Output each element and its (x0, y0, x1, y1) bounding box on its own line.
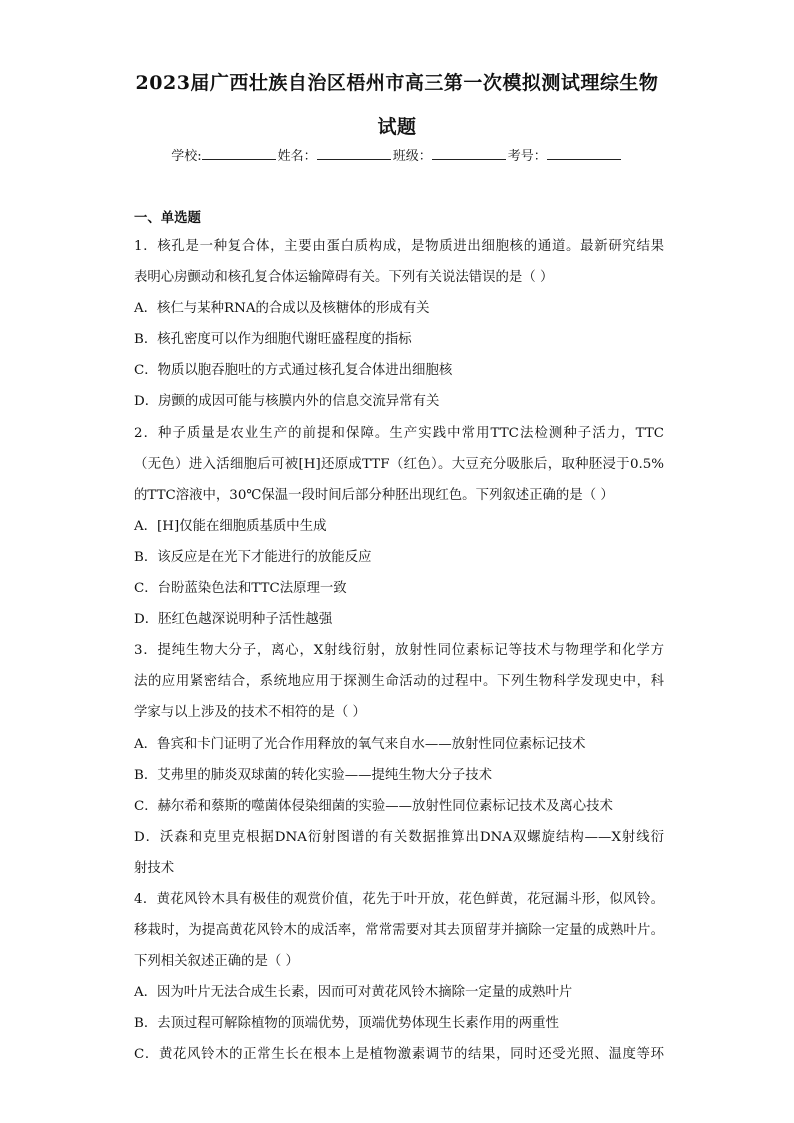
name-blank[interactable] (317, 147, 391, 160)
exam-title-line-2: 试题 (377, 116, 417, 138)
option-a: A．鲁宾和卡门证明了光合作用释放的氧气来自水——放射性同位素标记技术 (134, 736, 586, 752)
option-a: A．因为叶片无法合成生长素，因而可对黄花风铃木摘除一定量的成熟叶片 (134, 985, 573, 1001)
option-d: D．房颤的成因可能与核膜内外的信息交流异常有关 (134, 394, 440, 410)
exam-number-label: 考号： (507, 149, 547, 164)
question-stem-line: 法的应用紧密结合，系统地应用于探测生命活动的过程中。下列生物科学发现史中，科 (134, 674, 664, 690)
question-stem-line: 表明心房颤动和核孔复合体运输障碍有关。下列有关说法错误的是（ ） (134, 270, 554, 286)
exam-number-field[interactable] (508, 145, 623, 164)
option-d-continued: 射技术 (134, 860, 175, 876)
option-d: D．沃森和克里克根据DNA衍射图谱的有关数据推算出DNA双螺旋结构——X射线衍 (134, 829, 664, 845)
student-info-row (0, 145, 794, 164)
option-c: C．黄花风铃木的正常生长在根本上是植物激素调节的结果，同时还受光照、温度等环 (134, 1047, 664, 1063)
exam-number-blank[interactable] (547, 147, 621, 160)
question-stem-line: （无色）进入活细胞后可被[H]还原成TTF（红色）。大豆充分吸胀后，取种胚浸于0.5% (134, 456, 664, 472)
option-b: B．去顶过程可解除植物的顶端优势，顶端优势体现生长素作用的两重性 (134, 1016, 559, 1032)
name-label: 姓名： (277, 149, 317, 164)
option-d: D．胚红色越深说明种子活性越强 (134, 612, 333, 628)
section-title: 一、单选题 (134, 210, 201, 226)
name-field[interactable] (278, 145, 393, 164)
exam-content (134, 205, 664, 1071)
option-c: C．物质以胞吞胞吐的方式通过核孔复合体进出细胞核 (134, 363, 453, 379)
question-stem-line: 学家与以上涉及的技术不相符的是（ ） (134, 705, 366, 721)
option-a: A．核仁与某种RNA的合成以及核糖体的形成有关 (134, 301, 430, 317)
option-b: B．该反应是在光下才能进行的放能反应 (134, 549, 372, 565)
class-blank[interactable] (432, 147, 506, 160)
question-4 (134, 884, 664, 1071)
question-stem-line: 的TTC溶液中，30℃保温一段时间后部分种胚出现红色。下列叙述正确的是（ ） (134, 487, 614, 503)
school-label: 学校: (171, 149, 202, 164)
question-stem-line: 2．种子质量是农业生产的前提和保障。生产实践中常用TTC法检测种子活力，TTC (134, 425, 664, 441)
question-stem-line: 移栽时，为提高黄花风铃木的成活率，常常需要对其去顶留芽并摘除一定量的成熟叶片。 (134, 923, 664, 939)
school-field[interactable] (171, 145, 277, 164)
question-stem-line: 4．黄花风铃木具有极佳的观赏价值，花先于叶开放，花色鲜黄，花冠漏斗形，似风铃。 (134, 891, 664, 907)
question-stem-line: 1．核孔是一种复合体，主要由蛋白质构成，是物质进出细胞核的通道。最新研究结果 (134, 239, 664, 254)
class-field[interactable] (393, 145, 508, 164)
option-c: C．赫尔希和蔡斯的噬菌体侵染细菌的实验——放射性同位素标记技术及离心技术 (134, 798, 613, 814)
option-b: B．艾弗里的肺炎双球菌的转化实验——提纯生物大分子技术 (134, 767, 492, 783)
question-stem-line: 下列相关叙述正确的是（ ） (134, 954, 299, 970)
option-c: C．台盼蓝染色法和TTC法原理一致 (134, 581, 347, 597)
school-blank[interactable] (202, 147, 276, 160)
question-stem-line: 3．提纯生物大分子，离心，X射线衍射，放射性同位素标记等技术与物理学和化学方 (134, 643, 664, 659)
option-b: B．核孔密度可以作为细胞代谢旺盛程度的指标 (134, 332, 412, 348)
question-3 (134, 635, 664, 884)
exam-title-line-1: 2023届广西壮族自治区梧州市高三第一次模拟测试理综生物 (135, 72, 659, 94)
class-label: 班级： (392, 149, 432, 164)
question-1 (134, 231, 664, 418)
question-2 (134, 418, 664, 636)
option-a: A．[H]仅能在细胞质基质中生成 (134, 518, 327, 534)
